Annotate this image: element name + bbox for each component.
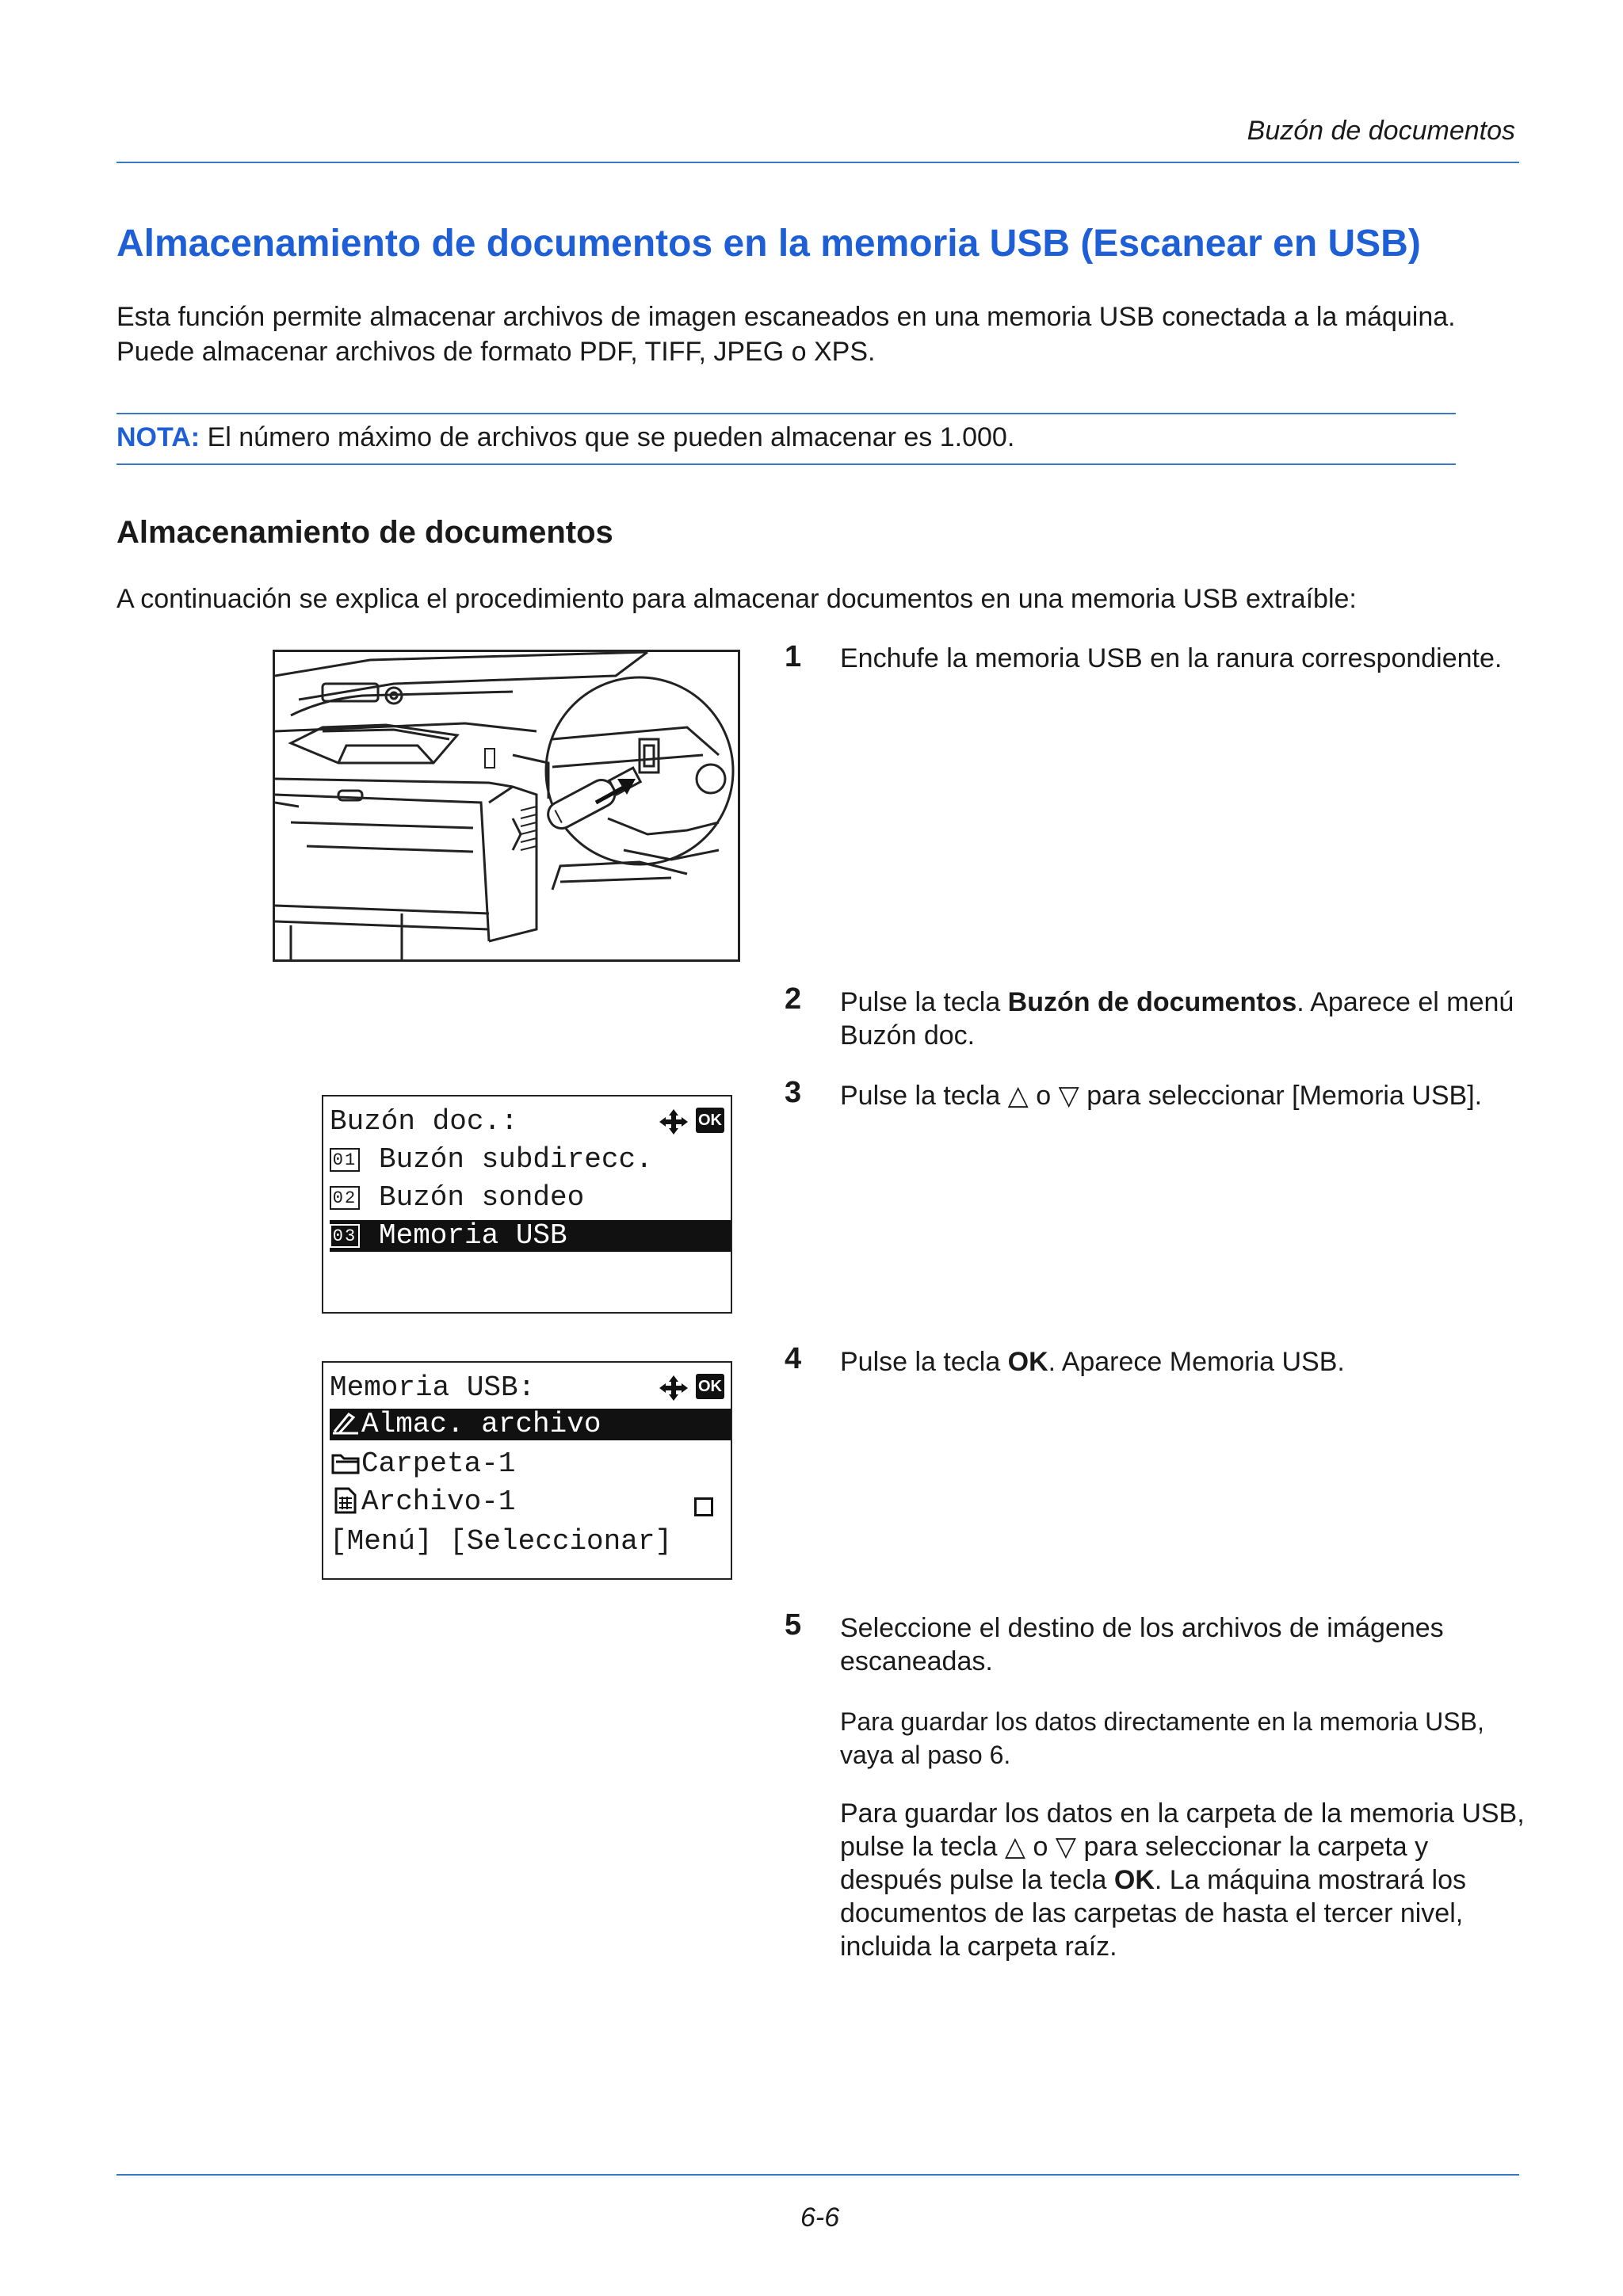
intro-line-1: Esta función permite almacenar archivos de imagen escaneados en una memoria USB conectada a la máquina. xyxy=(116,302,1456,332)
note-text: El número máximo de archivos que se pueden almacenar es 1.000. xyxy=(200,422,1015,452)
step-4-key: OK xyxy=(1007,1347,1048,1377)
item-number-01: 01 xyxy=(330,1148,360,1172)
checkbox-icon xyxy=(694,1497,713,1516)
step-4-pre: Pulse la tecla xyxy=(840,1347,1008,1377)
lcd-screen-usb-memory xyxy=(322,1361,732,1580)
down-triangle-icon: ▽ xyxy=(1055,1832,1077,1862)
image-file-icon xyxy=(330,1487,361,1514)
section-header-title: Buzón de documentos xyxy=(1247,116,1515,146)
step-1-number: 1 xyxy=(785,640,802,673)
step-5-sub-1: Para guardar los datos directamente en la memoria USB, vaya al paso 6. xyxy=(840,1707,1484,1769)
procedure-intro: A continuación se explica el procedimiento para almacenar documentos en una memoria USB extraíble: xyxy=(116,584,1357,614)
lcd2-title: Memoria USB: xyxy=(330,1371,536,1404)
header-rule xyxy=(116,162,1519,163)
step-5-sub-2: Para guardar los datos en la carpeta de la memoria USB, pulse la tecla △ o ▽ para seleccionar la carpeta y después pulse la tecla OK. La máquina mostrará los documentos de las carpetas de hasta el tercer nivel, incluida la carpeta raíz. xyxy=(840,1798,1525,1962)
ok-key-icon: OK xyxy=(696,1108,724,1133)
lcd1-item-1: 01 Buzón subdirecc. xyxy=(330,1144,731,1176)
intro-line-2: Puede almacenar archivos de formato PDF, TIFF, JPEG o XPS. xyxy=(116,337,876,367)
step-4-post: . Aparece Memoria USB. xyxy=(1048,1347,1345,1377)
step-1-text: Enchufe la memoria USB en la ranura correspondiente. xyxy=(840,643,1503,673)
step-4-number: 4 xyxy=(785,1342,802,1375)
ok-key-icon: OK xyxy=(696,1374,724,1399)
note-bottom-rule xyxy=(116,463,1456,465)
page-title: Almacenamiento de documentos en la memoria USB (Escanear en USB) xyxy=(116,223,1421,265)
folder-icon xyxy=(330,1449,361,1476)
lcd2-softkeys: [Menú] [Seleccionar] xyxy=(330,1525,673,1558)
item-number-02: 02 xyxy=(330,1186,360,1210)
ok-key-text: OK xyxy=(1113,1865,1155,1895)
step-3-text xyxy=(840,1079,1529,1112)
step-5-number: 5 xyxy=(785,1608,802,1642)
lcd-screen-document-box xyxy=(322,1095,732,1314)
footer-rule xyxy=(116,2174,1519,2176)
dpad-arrows-icon xyxy=(658,1108,689,1136)
lcd2-item-store-selected: Almac. archivo xyxy=(330,1409,731,1440)
printer-usb-illustration xyxy=(273,650,740,962)
item-number-03: 03 xyxy=(330,1224,360,1248)
note xyxy=(116,420,1014,455)
step-4-text xyxy=(840,1345,1529,1379)
down-triangle-icon: ▽ xyxy=(1058,1081,1079,1111)
lcd1-title: Buzón doc.: xyxy=(330,1105,518,1138)
page-number: 6-6 xyxy=(800,2203,840,2233)
step-2-text xyxy=(840,986,1529,1052)
step-2-key: Buzón de documentos xyxy=(1007,987,1297,1017)
lcd1-item-2: 02 Buzón sondeo xyxy=(330,1182,731,1214)
store-file-icon xyxy=(330,1409,361,1436)
lcd2-item-folder: Carpeta-1 xyxy=(330,1448,731,1480)
up-triangle-icon: △ xyxy=(1007,1081,1029,1111)
step-2-number: 2 xyxy=(785,982,802,1016)
step-3-post: para seleccionar [Memoria USB]. xyxy=(1079,1081,1483,1111)
lcd2-item-file: Archivo-1 xyxy=(330,1486,731,1518)
note-label: NOTA: xyxy=(116,422,200,452)
dpad-arrows-icon xyxy=(658,1374,689,1402)
step-2-post: . Aparece el menú Buzón doc. xyxy=(840,987,1514,1051)
step-3-pre: Pulse la tecla xyxy=(840,1081,1008,1111)
up-triangle-icon: △ xyxy=(1004,1832,1026,1862)
step-5-text: Seleccione el destino de los archivos de imágenes escaneadas. xyxy=(840,1613,1444,1676)
printer-usb-drawing xyxy=(275,652,738,959)
step-2-pre: Pulse la tecla xyxy=(840,987,1008,1017)
intro-text xyxy=(116,299,1495,369)
note-top-rule xyxy=(116,413,1456,414)
section-subtitle: Almacenamiento de documentos xyxy=(116,515,613,550)
step-3-number: 3 xyxy=(785,1076,802,1109)
lcd1-item-3-selected: 03 Memoria USB xyxy=(330,1220,731,1252)
step-3-mid: o xyxy=(1028,1081,1059,1111)
